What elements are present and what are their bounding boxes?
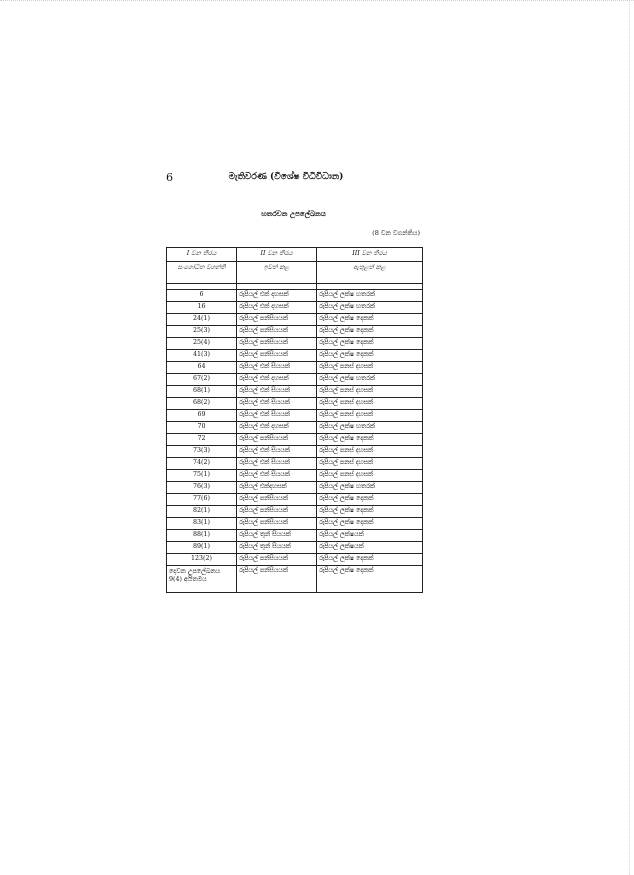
inserted-amount-cell: රුපියල් ලක්ෂ දෙකක් [317, 338, 423, 350]
inserted-amount-cell: රුපියල් ලක්ෂ දෙකක් [317, 566, 423, 593]
table-row [167, 386, 423, 398]
removed-amount-cell: රුපියල් පන්සියයක් [237, 494, 317, 506]
table-row [167, 554, 423, 566]
section-cell: 67(2) [167, 374, 237, 386]
table-row [167, 350, 423, 362]
removed-amount-cell: රුපියල් එක් දහසක් [237, 422, 317, 434]
removed-amount-cell: රුපියල් එක් දහසක් [237, 302, 317, 314]
table-row [167, 422, 423, 434]
table-row [167, 302, 423, 314]
inserted-amount-cell: රුපියල් ලක්ෂයක් [317, 542, 423, 554]
inserted-amount-cell: රුපියල් ලක්ෂ දෙකක් [317, 314, 423, 326]
page-top-border [0, 0, 634, 1]
section-cell: 88(1) [167, 530, 237, 542]
running-title: මැතිවරණ (විශේෂ විධිවිධාන) [228, 172, 344, 182]
removed-amount-cell: රුපියල් පන්සියයක් [237, 518, 317, 530]
removed-amount-cell: රුපියල් පන්සියයක් [237, 554, 317, 566]
table-body [167, 284, 423, 593]
table-row [167, 326, 423, 338]
removed-amount-cell: රුපියල් තුන් සියයක් [237, 530, 317, 542]
column-subheading-1: සංශෝධිත වගන්ති [167, 262, 237, 284]
column-heading-3: III වන තීරය [317, 248, 423, 262]
inserted-amount-cell: රුපියල් ලක්ෂ හතරක් [317, 302, 423, 314]
inserted-amount-cell: රුපියල් ලක්ෂ දෙකක් [317, 554, 423, 566]
removed-amount-cell: රුපියල් පන්සියයක් [237, 350, 317, 362]
inserted-amount-cell: රුපියල් පනස් දහසක් [317, 446, 423, 458]
section-cell: 73(3) [167, 446, 237, 458]
removed-amount-cell: රුපියල් එක් සියයක් [237, 398, 317, 410]
section-cell: 77(6) [167, 494, 237, 506]
inserted-amount-cell: රුපියල් පනස් දහසක් [317, 410, 423, 422]
removed-amount-cell: රුපියල් පන්සියයක් [237, 314, 317, 326]
removed-amount-cell: රුපියල් එක් දහසක් [237, 374, 317, 386]
table-row [167, 458, 423, 470]
table-row [167, 374, 423, 386]
section-cell: 70 [167, 422, 237, 434]
inserted-amount-cell: රුපියල් පනස් දහසක් [317, 386, 423, 398]
table-row [167, 398, 423, 410]
table-row [167, 410, 423, 422]
inserted-amount-cell: රුපියල් ලක්ෂ හතරක් [317, 290, 423, 302]
section-cell: 69 [167, 410, 237, 422]
section-cell: 72 [167, 434, 237, 446]
removed-amount-cell: රුපියල් එක්දහසක් [237, 482, 317, 494]
section-cell: 74(2) [167, 458, 237, 470]
removed-amount-cell: රුපියල් පන්සියයක් [237, 338, 317, 350]
section-cell: 68(1) [167, 386, 237, 398]
table-header-row [167, 248, 423, 262]
section-cell: 68(2) [167, 398, 237, 410]
section-cell: 123(2) [167, 554, 237, 566]
inserted-amount-cell: රුපියල් ලක්ෂ දෙකක් [317, 494, 423, 506]
inserted-amount-cell: රුපියල් ලක්ෂ හතරක් [317, 482, 423, 494]
amendment-schedule-table [166, 247, 423, 593]
inserted-amount-cell: රුපියල් පනස් දහසක් [317, 470, 423, 482]
removed-amount-cell: රුපියල් එක් සියයක් [237, 362, 317, 374]
table-row [167, 494, 423, 506]
section-cell: 82(1) [167, 506, 237, 518]
table-subheader-row [167, 262, 423, 284]
section-cell: 76(3) [167, 482, 237, 494]
section-cell: 6 [167, 290, 237, 302]
section-cell: දෙවන උපලේඛනය 9(4) අයිතමය [167, 566, 237, 593]
section-cell: 83(1) [167, 518, 237, 530]
inserted-amount-cell: රුපියල් ලක්ෂ හතරක් [317, 374, 423, 386]
table-row [167, 506, 423, 518]
removed-amount-cell: රුපියල් තුන් සියයක් [237, 542, 317, 554]
table-row [167, 362, 423, 374]
section-cell: 75(1) [167, 470, 237, 482]
table-row [167, 542, 423, 554]
inserted-amount-cell: රුපියල් ලක්ෂයක් [317, 530, 423, 542]
table-row [167, 470, 423, 482]
column-heading-1: I වන තීරය [167, 248, 237, 262]
inserted-amount-cell: රුපියල් ලක්ෂ හතරක් [317, 422, 423, 434]
inserted-amount-cell: රුපියල් ලක්ෂ දෙකක් [317, 326, 423, 338]
table-row [167, 566, 423, 593]
section-cell: 24(1) [167, 314, 237, 326]
table-row [167, 530, 423, 542]
table-row [167, 338, 423, 350]
inserted-amount-cell: රුපියල් ලක්ෂ දෙකක් [317, 350, 423, 362]
removed-amount-cell: රුපියල් එක් සියයක් [237, 446, 317, 458]
table-row [167, 290, 423, 302]
page-number: 6 [166, 171, 173, 184]
removed-amount-cell: රුපියල් පන්සියයක් [237, 506, 317, 518]
schedule-title: හතරවන උපලේඛනය [261, 209, 326, 218]
table-row [167, 434, 423, 446]
removed-amount-cell: රුපියල් එක් සියයක් [237, 410, 317, 422]
inserted-amount-cell: රුපියල් පනස් දහසක් [317, 362, 423, 374]
removed-amount-cell: රුපියල් පන්සියයක් [237, 326, 317, 338]
section-cell: 25(3) [167, 326, 237, 338]
table-row [167, 446, 423, 458]
section-cell: 89(1) [167, 542, 237, 554]
removed-amount-cell: රුපියල් එක් සියයක් [237, 458, 317, 470]
section-cell: 16 [167, 302, 237, 314]
removed-amount-cell: රුපියල් පන්සියයක් [237, 566, 317, 593]
section-cell: 41(3) [167, 350, 237, 362]
column-heading-2: II වන තීරය [237, 248, 317, 262]
removed-amount-cell: රුපියල් එක් දහසක් [237, 290, 317, 302]
inserted-amount-cell: රුපියල් ලක්ෂ දෙකක් [317, 518, 423, 530]
table-row [167, 518, 423, 530]
removed-amount-cell: රුපියල් එක් සියයක් [237, 470, 317, 482]
section-cell: 64 [167, 362, 237, 374]
section-cell: 25(4) [167, 338, 237, 350]
removed-amount-cell: රුපියල් පන්සියයක් [237, 434, 317, 446]
table-row [167, 482, 423, 494]
column-subheading-2: ඉවත් කළ [237, 262, 317, 284]
schedule-section-note: (8 වන වගන්තිය) [372, 229, 420, 237]
removed-amount-cell: රුපියල් එක් සියයක් [237, 386, 317, 398]
inserted-amount-cell: රුපියල් පනස් දහසක් [317, 398, 423, 410]
column-subheading-3: ඇතුළත් කළ [317, 262, 423, 284]
table-row [167, 314, 423, 326]
inserted-amount-cell: රුපියල් ලක්ෂ දෙකක් [317, 506, 423, 518]
page-right-border [629, 0, 630, 875]
inserted-amount-cell: රුපියල් පනස් දහසක් [317, 458, 423, 470]
inserted-amount-cell: රුපියල් ලක්ෂ දෙකක් [317, 434, 423, 446]
